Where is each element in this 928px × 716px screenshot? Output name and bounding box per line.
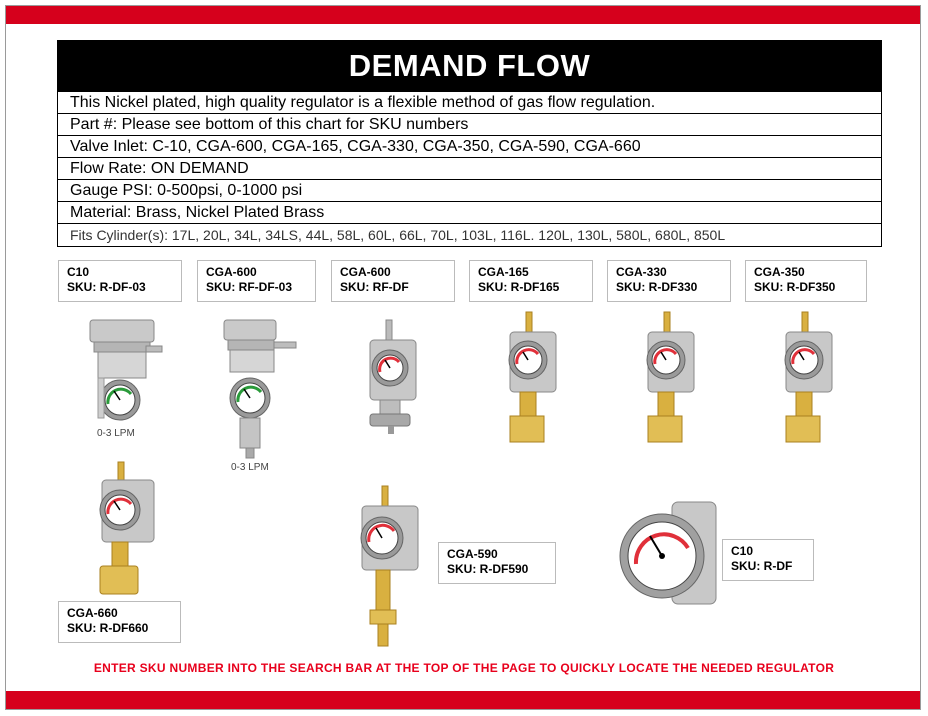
spec-flow-rate: Flow Rate: ON DEMAND bbox=[57, 158, 882, 180]
regulator-cga600-image bbox=[362, 318, 424, 436]
sku-text: SKU: R-DF660 bbox=[67, 621, 149, 635]
valve-type: CGA-660 bbox=[67, 606, 118, 620]
spec-material: Material: Brass, Nickel Plated Brass bbox=[57, 202, 882, 224]
spec-valve-inlet: Valve Inlet: C-10, CGA-600, CGA-165, CGA-330, CGA-350, CGA-590, CGA-660 bbox=[57, 136, 882, 158]
product-label-c10-rdf03 bbox=[58, 260, 182, 302]
product-label-c10-rdf bbox=[722, 539, 814, 581]
sku-text: SKU: R-DF165 bbox=[478, 280, 560, 294]
valve-type: CGA-590 bbox=[447, 547, 498, 561]
regulator-cga590-image bbox=[352, 484, 426, 648]
valve-type: C10 bbox=[67, 265, 90, 279]
sku-text: SKU: R-DF330 bbox=[616, 280, 698, 294]
regulator-c10-image bbox=[618, 498, 724, 608]
regulator-cga165-image bbox=[500, 310, 562, 446]
spec-gauge-psi: Gauge PSI: 0-500psi, 0-1000 psi bbox=[57, 180, 882, 202]
product-label-cga600-rfdf bbox=[331, 260, 455, 302]
sku-text: SKU: RF-DF bbox=[340, 280, 409, 294]
flow-caption: 0-3 LPM bbox=[97, 428, 135, 439]
valve-type: CGA-165 bbox=[478, 265, 529, 279]
sku-text: SKU: R-DF bbox=[731, 559, 793, 573]
bottom-red-bar bbox=[6, 691, 920, 709]
product-label-cga330 bbox=[607, 260, 731, 302]
valve-type: CGA-600 bbox=[206, 265, 257, 279]
valve-type: C10 bbox=[731, 544, 754, 558]
spec-table bbox=[57, 40, 882, 247]
regulator-cga600-flow-image bbox=[218, 318, 304, 460]
search-notice: ENTER SKU NUMBER INTO THE SEARCH BAR AT THE TOP OF THE PAGE TO QUICKLY LOCATE THE NEEDED REGULATOR bbox=[93, 661, 835, 675]
product-label-cga590 bbox=[438, 542, 556, 584]
page-title: DEMAND FLOW bbox=[57, 40, 882, 92]
regulator-c10-flow-image bbox=[84, 318, 170, 428]
regulator-cga660-image bbox=[94, 460, 160, 596]
product-label-cga660 bbox=[58, 601, 181, 643]
valve-type: CGA-350 bbox=[754, 265, 805, 279]
product-label-cga600-rfdf03 bbox=[197, 260, 316, 302]
product-label-cga350 bbox=[745, 260, 867, 302]
sku-text: SKU: RF-DF-03 bbox=[206, 280, 292, 294]
flow-caption: 0-3 LPM bbox=[231, 462, 269, 473]
spec-description: This Nickel plated, high quality regulator is a flexible method of gas flow regulation. bbox=[57, 92, 882, 114]
product-label-cga165 bbox=[469, 260, 593, 302]
regulator-cga350-image bbox=[776, 310, 838, 446]
sku-text: SKU: R-DF590 bbox=[447, 562, 529, 576]
spec-part-number: Part #: Please see bottom of this chart for SKU numbers bbox=[57, 114, 882, 136]
valve-type: CGA-600 bbox=[340, 265, 391, 279]
valve-type: CGA-330 bbox=[616, 265, 667, 279]
spec-fits-cylinders: Fits Cylinder(s): 17L, 20L, 34L, 34LS, 44L, 58L, 60L, 66L, 70L, 103L, 116L. 120L, 130L, 580L, 680L, 850L bbox=[57, 224, 882, 247]
regulator-cga330-image bbox=[638, 310, 700, 446]
sku-text: SKU: R-DF-03 bbox=[67, 280, 146, 294]
sku-text: SKU: R-DF350 bbox=[754, 280, 836, 294]
